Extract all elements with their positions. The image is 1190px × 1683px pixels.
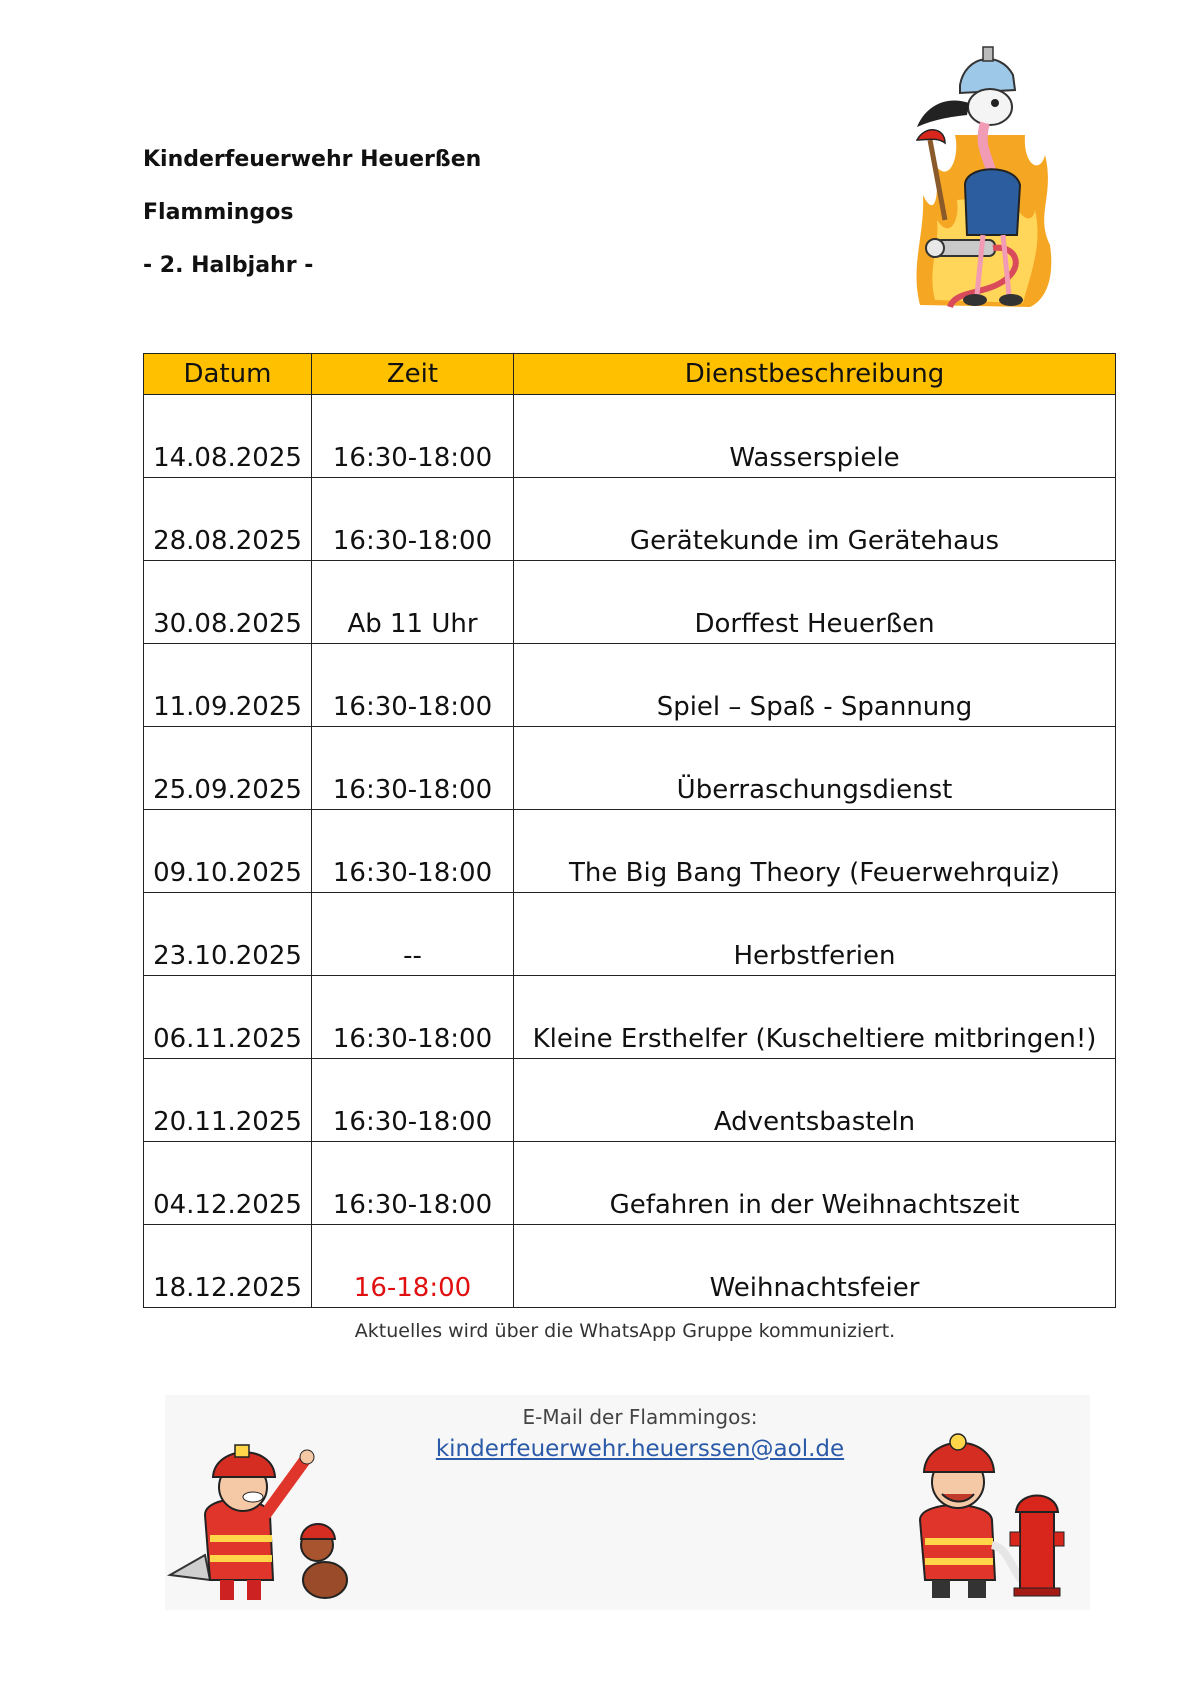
description-cell: Gefahren in der Weihnachtszeit	[514, 1142, 1116, 1225]
column-header-description: Dienstbeschreibung	[514, 354, 1116, 395]
club-name: Kinderfeuerwehr Heuerßen	[143, 147, 482, 172]
table-row	[144, 644, 1116, 727]
time-cell: 16:30-18:00	[312, 727, 514, 810]
column-header-time: Zeit	[312, 354, 514, 395]
time-cell: 16:30-18:00	[312, 395, 514, 478]
whatsapp-note: Aktuelles wird über die WhatsApp Gruppe kommuniziert.	[354, 1320, 896, 1342]
date-cell: 04.12.2025	[144, 1142, 312, 1225]
time-cell: 16:30-18:00	[312, 644, 514, 727]
time-cell: 16:30-18:00	[312, 976, 514, 1059]
description-cell: The Big Bang Theory (Feuerwehrquiz)	[514, 810, 1116, 893]
table-row	[144, 561, 1116, 644]
table-row	[144, 727, 1116, 810]
description-cell: Herbstferien	[514, 893, 1116, 976]
description-cell: Spiel – Spaß - Spannung	[514, 644, 1116, 727]
table-row	[144, 1059, 1116, 1142]
table-row	[144, 395, 1116, 478]
description-cell: Dorffest Heuerßen	[514, 561, 1116, 644]
schedule-table	[143, 353, 1116, 1308]
email-link[interactable]: kinderfeuerwehr.heuerssen@aol.de	[435, 1436, 845, 1462]
time-cell: 16:30-18:00	[312, 478, 514, 561]
firefighter-with-hydrant-illustration	[900, 1420, 1075, 1605]
description-cell: Kleine Ersthelfer (Kuscheltiere mitbringen!)	[514, 976, 1116, 1059]
date-cell: 18.12.2025	[144, 1225, 312, 1308]
time-cell-highlighted: 16-18:00	[312, 1225, 514, 1308]
description-cell: Wasserspiele	[514, 395, 1116, 478]
date-cell: 25.09.2025	[144, 727, 312, 810]
email-label: E-Mail der Flammingos:	[522, 1405, 758, 1429]
table-row	[144, 893, 1116, 976]
date-cell: 09.10.2025	[144, 810, 312, 893]
time-cell: --	[312, 893, 514, 976]
column-header-date: Datum	[144, 354, 312, 395]
date-cell: 11.09.2025	[144, 644, 312, 727]
time-cell: 16:30-18:00	[312, 1142, 514, 1225]
date-cell: 23.10.2025	[144, 893, 312, 976]
table-row	[144, 1225, 1116, 1308]
term-label: - 2. Halbjahr -	[143, 253, 314, 278]
description-cell: Gerätekunde im Gerätehaus	[514, 478, 1116, 561]
date-cell: 30.08.2025	[144, 561, 312, 644]
flamingo-firefighter-mascot	[905, 45, 1055, 315]
date-cell: 06.11.2025	[144, 976, 312, 1059]
time-cell: 16:30-18:00	[312, 810, 514, 893]
description-cell: Weihnachtsfeier	[514, 1225, 1116, 1308]
date-cell: 28.08.2025	[144, 478, 312, 561]
table-row	[144, 976, 1116, 1059]
table-row	[144, 810, 1116, 893]
table-header-row	[144, 354, 1116, 395]
table-row	[144, 1142, 1116, 1225]
description-cell: Überraschungsdienst	[514, 727, 1116, 810]
time-cell: 16:30-18:00	[312, 1059, 514, 1142]
date-cell: 14.08.2025	[144, 395, 312, 478]
group-name: Flammingos	[143, 200, 294, 225]
time-cell: Ab 11 Uhr	[312, 561, 514, 644]
description-cell: Adventsbasteln	[514, 1059, 1116, 1142]
date-cell: 20.11.2025	[144, 1059, 312, 1142]
table-row	[144, 478, 1116, 561]
